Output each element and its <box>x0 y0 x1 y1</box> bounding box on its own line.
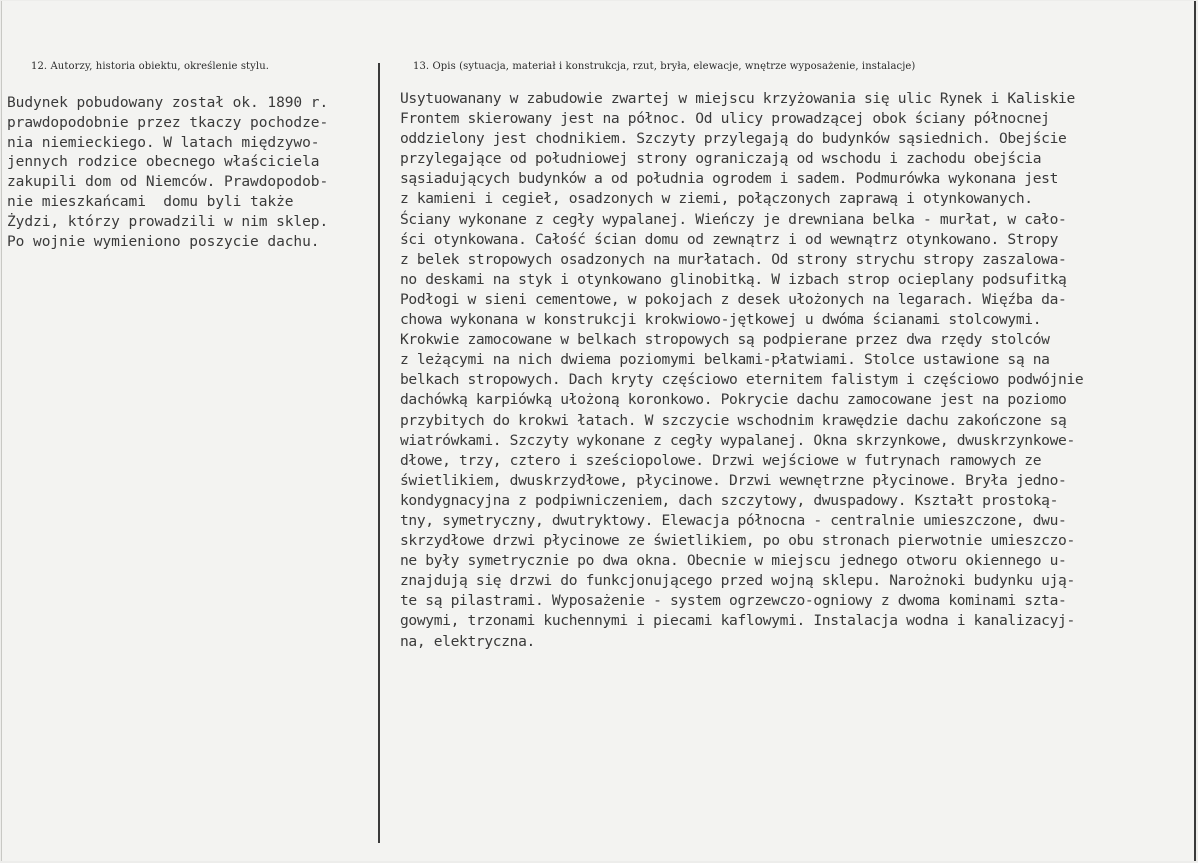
description-line: gowymi, trzonami kuchennymi i piecami kaflowymi. Instalacja wodna i kanalizacyj- <box>400 612 1075 630</box>
description-line: skrzydłowe drzwi płycinowe ze świetlikiem, po obu stronach pierwotnie umieszczo- <box>400 532 1075 550</box>
description-line: te są pilastrami. Wyposażenie - system ogrzewczo-ogniowy z dwoma kominami szta- <box>400 592 1067 610</box>
description-line: kondygnacyjna z podpiwniczeniem, dach szczytowy, dwuspadowy. Kształt prostoką- <box>400 491 1059 509</box>
description-line: dachówką karpiówką ułożoną koronkowo. Pokrycie dachu zamocowane jest na poziomo <box>400 391 1067 409</box>
description-line: znajdują się drzwi do funkcjonującego przed wojną sklepu. Narożnoki budynku ują- <box>400 572 1075 590</box>
history-line: Budynek pobudowany został ok. 1890 r. <box>7 95 329 111</box>
history-line: Żydzi, którzy prowadzili w nim sklep. <box>7 213 329 230</box>
description-line: chowa wykonana w konstrukcji krokwiowo-jętkowej u dwóma ścianami stolcowymi. <box>400 311 1042 329</box>
description-line: tny, symetryczny, dwutryktowy. Elewacja północna - centralnie umieszczone, dwu- <box>400 511 1067 529</box>
description-line: Ściany wykonane z cegły wypalanej. Wieńczy je drewniana belka - murłat, w cało- <box>400 210 1067 228</box>
history-line: jennych rodzice obecnego właściciela <box>7 154 320 171</box>
section-13-header: 13. Opis (sytuacja, materiał i konstrukcja, rzut, bryła, elewacje, wnętrze wyposażenie, instalacje) <box>413 61 916 72</box>
description-text <box>400 89 1198 652</box>
description-line: Usytuowanany w zabudowie zwartej w miejscu krzyżowania się ulic Rynek i Kaliskie <box>400 90 1075 107</box>
description-line: na, elektryczna. <box>400 632 535 650</box>
description-line: Podłogi w sieni cementowe, w pokojach z desek ułożonych na legarach. Więźba da- <box>400 290 1067 308</box>
description-line: ści otynkowana. Całość ścian domu od zewnątrz i od wewnątrz otynkowano. Stropy <box>400 230 1059 248</box>
history-line: Po wojnie wymieniono poszycie dachu. <box>7 233 320 250</box>
description-line: belkach stropowych. Dach kryty częściowo eternitem falistym i częściowo podwójnie <box>400 371 1084 389</box>
description-line: wiatrówkami. Szczyty wykonane z cegły wypalanej. Okna skrzynkowe, dwuskrzynkowe- <box>400 431 1075 449</box>
description-line: przylegające od południowej strony ograniczają od wschodu i zachodu obejścia <box>400 150 1042 168</box>
history-line: prawdopodobnie przez tkaczy pochodze- <box>7 114 329 131</box>
history-line: zakupili dom od Niemców. Prawdopodob- <box>7 174 329 191</box>
description-line: ne były symetrycznie po dwa okna. Obecnie w miejscu jednego otworu okiennego u- <box>400 552 1067 570</box>
description-line: z kamieni i cegieł, osadzonych w ziemi, połączonych zaprawą i otynkowanych. <box>400 190 1033 208</box>
history-line: nia niemieckiego. W latach międzywo- <box>7 134 320 151</box>
section-12-header: 12. Autorzy, historia obiektu, określenie stylu. <box>31 61 270 72</box>
description-line: sąsiadujących budynków a od południa ogrodem i sadem. Podmurówka wykonana jest <box>400 170 1059 188</box>
description-line: świetlikiem, dwuskrzydłowe, płycinowe. Drzwi wewnętrzne płycinowe. Bryła jedno- <box>400 471 1067 489</box>
description-line: z belek stropowych osadzonych na murłatach. Od strony strychu stropy zaszalowa- <box>400 250 1067 268</box>
description-line: no deskami na styk i otynkowano glinobitką. W izbach strop ocieplany podsufitką <box>400 270 1067 288</box>
description-line: przybitych do krokwi łatach. W szczycie wschodnim krawędzie dachu zakończone są <box>400 411 1067 429</box>
description-line: oddzielony jest chodnikiem. Szczyty przylegają do budynków sąsiednich. Obejście <box>400 130 1067 148</box>
history-text <box>7 94 377 252</box>
column-divider <box>378 63 380 843</box>
description-line: z leżącymi na nich dwiema poziomymi belkami-płatwiami. Stolce ustawione są na <box>400 351 1050 369</box>
description-line: dłowe, trzy, cztero i sześciopolowe. Drzwi wejściowe w futrynach ramowych ze <box>400 451 1042 469</box>
description-line: Krokwie zamocowane w belkach stropowych są podpierane przez dwa rzędy stolców <box>400 331 1050 349</box>
description-line: Frontem skierowany jest na północ. Od ulicy prowadzącej obok ściany północnej <box>400 110 1050 128</box>
document-card <box>1 1 1196 861</box>
history-line: nie mieszkańcami domu byli także <box>7 193 294 210</box>
